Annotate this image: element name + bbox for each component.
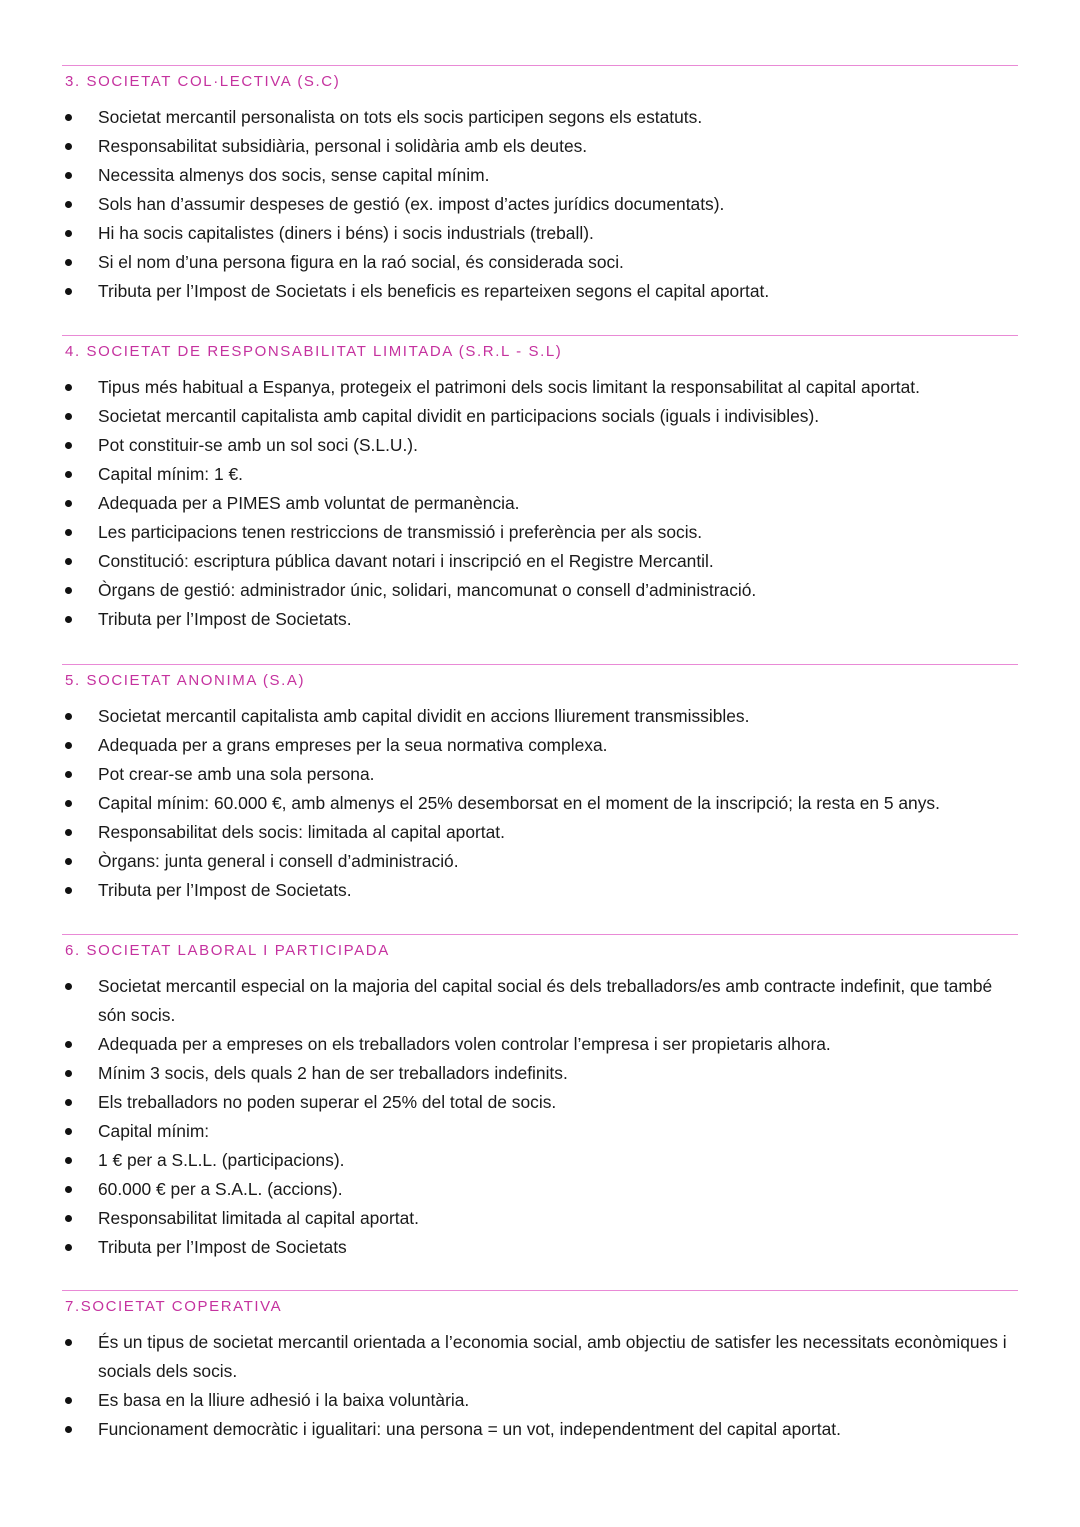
list-item-text: Òrgans de gestió: administrador únic, solidari, mancomunat o consell d’administració. [98,580,757,600]
list-item-text: Tributa per l’Impost de Societats. [98,609,352,629]
bullet-icon [65,201,72,208]
list-item-text: Capital mínim: [98,1121,210,1141]
list-item [62,1175,1018,1204]
section-heading: 3. SOCIETAT COL·LECTIVA (S.C) [65,73,341,90]
list-item [62,972,1018,1030]
list-item-text: Adequada per a empreses on els treballadors volen controlar l’empresa i ser propietaris alhora. [98,1034,831,1054]
bullet-icon [65,983,72,990]
bullet-icon [65,259,72,266]
section-divider [62,65,1018,66]
list-item-text: Les participacions tenen restriccions de transmissió i preferència per als socis. [98,522,703,542]
list-item [62,1030,1018,1059]
bullet-icon [65,384,72,391]
list-item [62,1328,1018,1386]
list-item-text: És un tipus de societat mercantil orientada a l’economia social, amb objectiu de satisfer les necessitats econòmiques i socials dels socis. [98,1332,1007,1381]
list-item [62,518,1018,547]
list-item-text: Sols han d’assumir despeses de gestió (ex. impost d’actes jurídics documentats). [98,194,725,214]
list-item-text: Els treballadors no poden superar el 25% del total de socis. [98,1092,557,1112]
list-item-text: Pot crear-se amb una sola persona. [98,764,375,784]
list-item [62,402,1018,431]
list-item [62,1386,1018,1415]
section-divider [62,335,1018,336]
section-societat-collectiva [62,65,1018,306]
bullet-icon [65,1426,72,1433]
bullet-icon [65,471,72,478]
section-heading: 5. SOCIETAT ANONIMA (S.A) [65,672,306,689]
list-item-text: Tributa per l’Impost de Societats i els beneficis es reparteixen segons el capital aportat. [98,281,770,301]
bullet-icon [65,1397,72,1404]
section-heading: 4. SOCIETAT DE RESPONSABILITAT LIMITADA (S.R.L - S.L) [65,343,563,360]
list-item-text: Necessita almenys dos socis, sense capital mínim. [98,165,490,185]
list-item-text: Capital mínim: 60.000 €, amb almenys el 25% desemborsat en el moment de la inscripció; la resta en 5 anys. [98,793,940,813]
list-item [62,460,1018,489]
bullet-list [62,1328,1018,1444]
list-item-text: Capital mínim: 1 €. [98,464,243,484]
list-item [62,1415,1018,1444]
bullet-icon [65,858,72,865]
list-item-text: Mínim 3 socis, dels quals 2 han de ser treballadors indefinits. [98,1063,568,1083]
section-heading: 6. SOCIETAT LABORAL I PARTICIPADA [65,942,390,959]
list-item [62,132,1018,161]
list-item-text: Societat mercantil especial on la majoria del capital social és dels treballadors/es amb contracte indefinit, que també són socis. [98,976,993,1025]
list-item [62,1204,1018,1233]
list-item [62,103,1018,132]
bullet-list [62,702,1018,905]
bullet-icon [65,1128,72,1135]
list-item-text: Adequada per a PIMES amb voluntat de permanència. [98,493,520,513]
bullet-icon [65,1041,72,1048]
list-item [62,789,1018,818]
bullet-icon [65,558,72,565]
list-item [62,431,1018,460]
bullet-icon [65,172,72,179]
list-item-text: Es basa en la lliure adhesió i la baixa voluntària. [98,1390,470,1410]
list-item-text: Tipus més habitual a Espanya, protegeix el patrimoni dels socis limitant la responsabilitat al capital aportat. [98,377,920,397]
bullet-list [62,972,1018,1262]
list-item [62,219,1018,248]
bullet-icon [65,442,72,449]
bullet-icon [65,829,72,836]
list-item [62,489,1018,518]
section-heading: 7.SOCIETAT COPERATIVA [65,1298,283,1315]
list-item-text: Tributa per l’Impost de Societats. [98,880,352,900]
section-divider [62,1290,1018,1291]
bullet-icon [65,1339,72,1346]
bullet-icon [65,230,72,237]
list-item [62,576,1018,605]
list-item-text: Funcionament democràtic i igualitari: una persona = un vot, independentment del capital aportat. [98,1419,841,1439]
list-item-text: Tributa per l’Impost de Societats [98,1237,347,1257]
list-item-text: Hi ha socis capitalistes (diners i béns) i socis industrials (treball). [98,223,594,243]
list-item-text: Societat mercantil capitalista amb capital dividit en participacions socials (iguals i indivisibles). [98,406,820,426]
list-item [62,818,1018,847]
list-item-text: Responsabilitat subsidiària, personal i solidària amb els deutes. [98,136,588,156]
bullet-icon [65,114,72,121]
section-divider [62,934,1018,935]
bullet-list [62,373,1018,634]
section-societat-anonima [62,664,1018,905]
list-item [62,1059,1018,1088]
bullet-icon [65,529,72,536]
list-item [62,605,1018,634]
list-item [62,161,1018,190]
bullet-icon [65,1157,72,1164]
list-item-text: Societat mercantil capitalista amb capital dividit en accions lliurement transmissibles. [98,706,750,726]
bullet-icon [65,713,72,720]
list-item [62,1117,1018,1146]
bullet-icon [65,413,72,420]
list-item-text: Pot constituir-se amb un sol soci (S.L.U.). [98,435,418,455]
list-item [62,702,1018,731]
list-item [62,1088,1018,1117]
list-item [62,731,1018,760]
list-item [62,248,1018,277]
list-item-text: 60.000 € per a S.A.L. (accions). [98,1179,343,1199]
bullet-icon [65,771,72,778]
list-item [62,760,1018,789]
list-item [62,547,1018,576]
list-item [62,847,1018,876]
section-societat-cooperativa [62,1290,1018,1444]
bullet-icon [65,616,72,623]
list-item [62,876,1018,905]
list-item [62,1233,1018,1262]
list-item-text: 1 € per a S.L.L. (participacions). [98,1150,345,1170]
bullet-icon [65,1244,72,1251]
bullet-icon [65,1215,72,1222]
bullet-icon [65,143,72,150]
bullet-icon [65,1099,72,1106]
list-item-text: Societat mercantil personalista on tots els socis participen segons els estatuts. [98,107,703,127]
section-societat-responsabilitat-limitada [62,335,1018,634]
list-item-text: Òrgans: junta general i consell d’administració. [98,851,459,871]
list-item-text: Si el nom d’una persona figura en la raó social, és considerada soci. [98,252,624,272]
list-item-text: Constitució: escriptura pública davant notari i inscripció en el Registre Mercantil. [98,551,714,571]
bullet-icon [65,500,72,507]
list-item [62,277,1018,306]
bullet-icon [65,587,72,594]
section-divider [62,664,1018,665]
bullet-icon [65,887,72,894]
bullet-icon [65,742,72,749]
list-item [62,1146,1018,1175]
list-item [62,190,1018,219]
bullet-icon [65,1186,72,1193]
bullet-icon [65,288,72,295]
section-societat-laboral [62,934,1018,1262]
list-item-text: Responsabilitat dels socis: limitada al capital aportat. [98,822,505,842]
bullet-icon [65,800,72,807]
bullet-icon [65,1070,72,1077]
list-item-text: Responsabilitat limitada al capital aportat. [98,1208,419,1228]
bullet-list [62,103,1018,306]
list-item-text: Adequada per a grans empreses per la seua normativa complexa. [98,735,608,755]
list-item [62,373,1018,402]
